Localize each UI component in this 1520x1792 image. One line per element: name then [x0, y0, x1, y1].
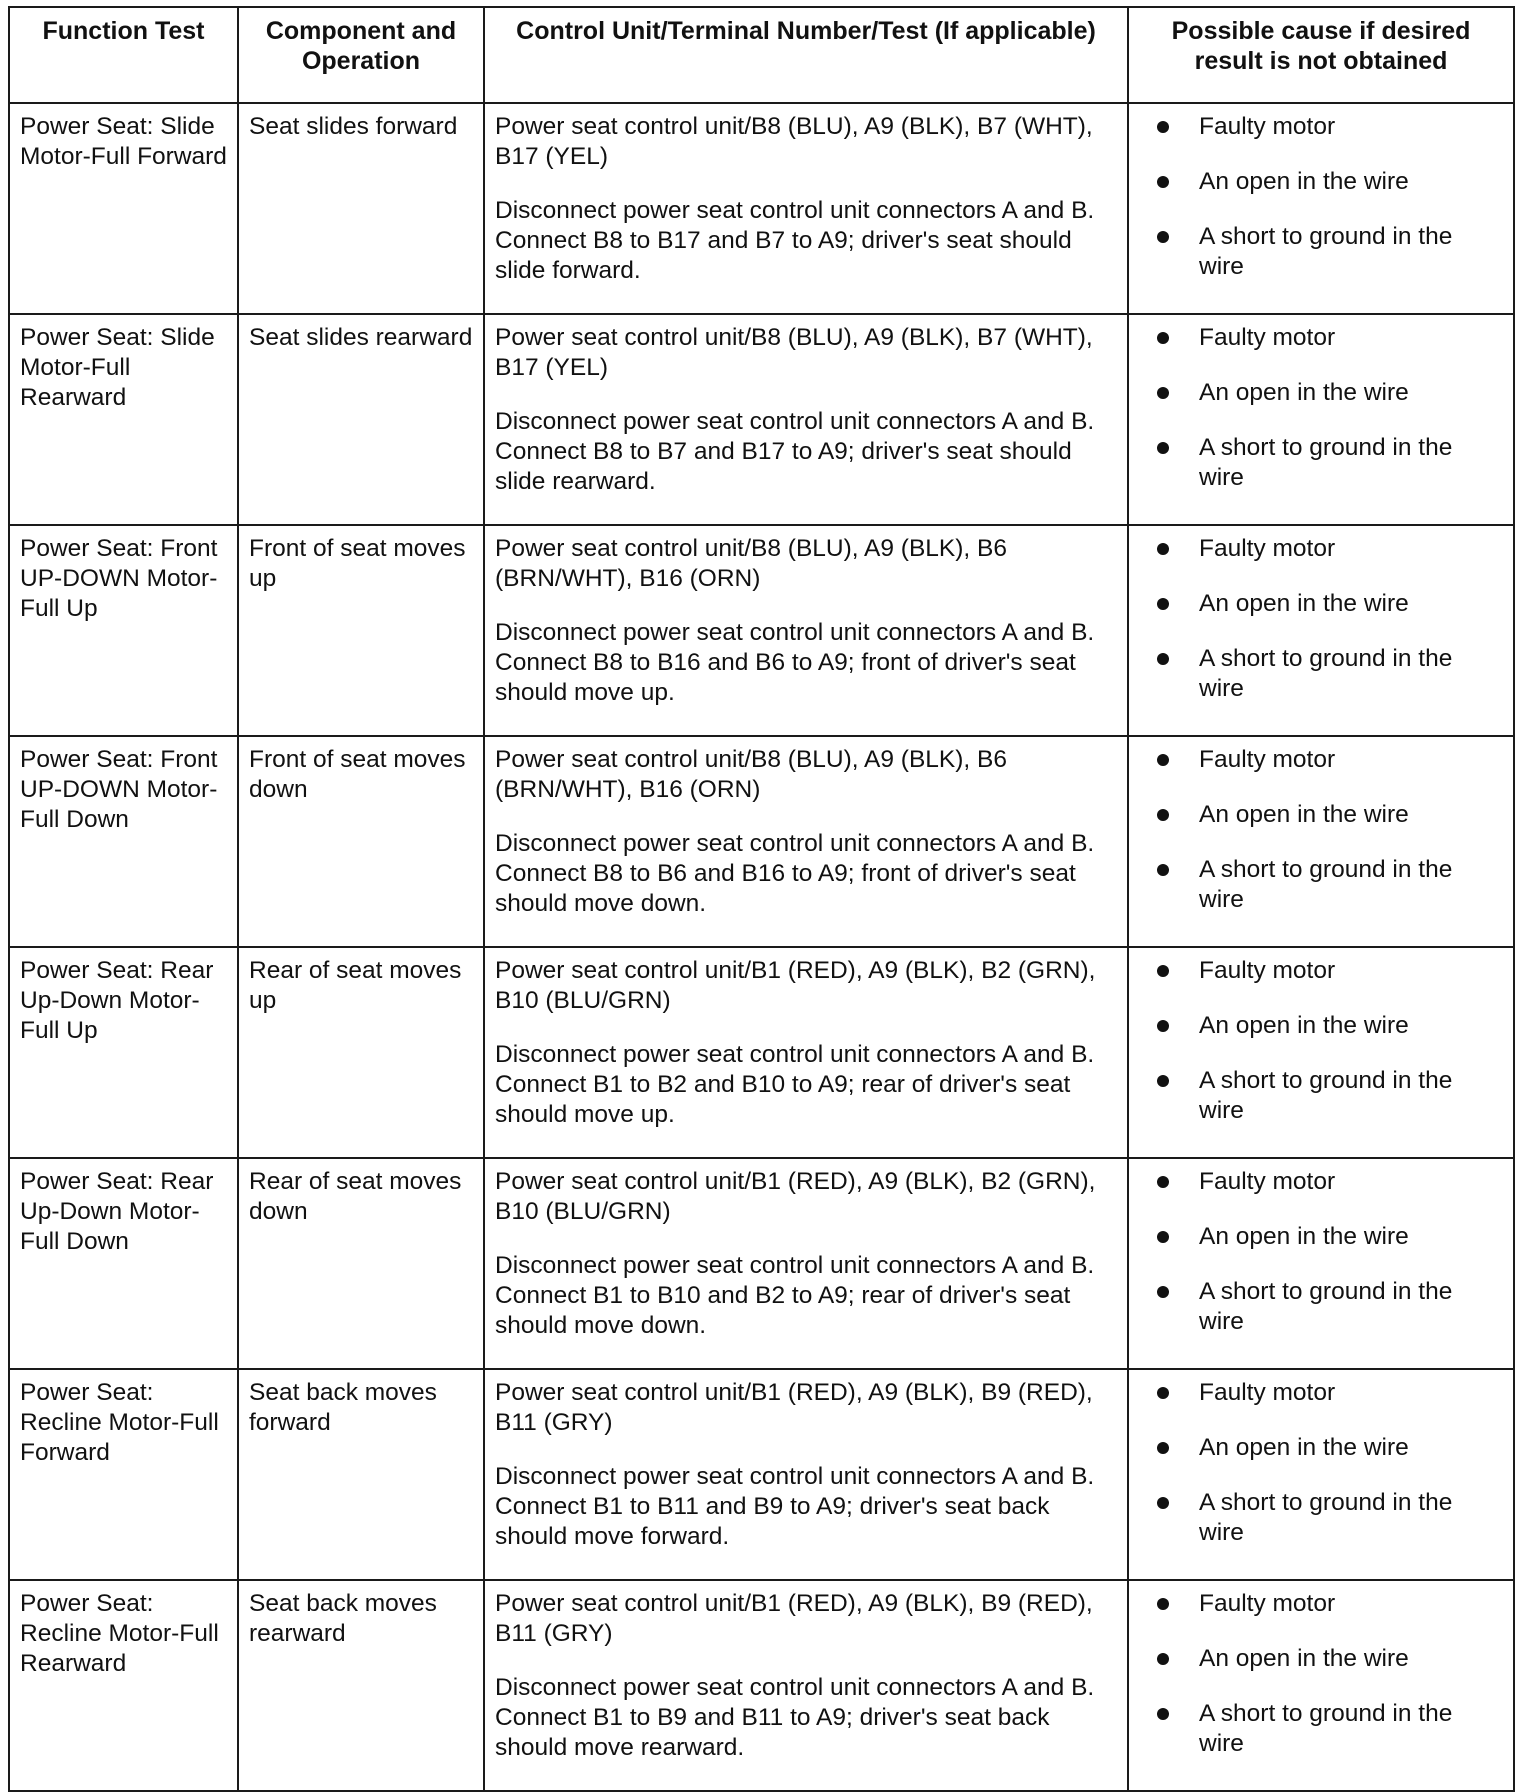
- cause-text: An open in the wire: [1199, 1223, 1409, 1250]
- cause-text: An open in the wire: [1199, 168, 1409, 195]
- bullet-icon: [1157, 1598, 1169, 1610]
- control-unit-cell: [484, 1369, 1128, 1580]
- cause-text: A short to ground in the wire: [1199, 856, 1453, 913]
- header-component-operation: Component and Operation: [238, 7, 484, 103]
- cause-text: Faulty motor: [1199, 746, 1336, 773]
- test-procedure: Disconnect power seat control unit connectors A and B. Connect B8 to B6 and B16 to A9; front of driver's seat should move down.: [495, 830, 1095, 917]
- function-test-cell: Power Seat: Rear Up-Down Motor-Full Up: [9, 947, 238, 1158]
- possible-cause-cell: [1128, 314, 1514, 525]
- function-test-table: [8, 6, 1515, 1792]
- cause-text: An open in the wire: [1199, 1434, 1409, 1461]
- cause-item: [1139, 745, 1503, 775]
- table-row: [9, 1580, 1514, 1791]
- bullet-icon: [1157, 543, 1169, 555]
- cause-text: Faulty motor: [1199, 324, 1336, 351]
- test-procedure: Disconnect power seat control unit connectors A and B. Connect B1 to B10 and B2 to A9; rear of driver's seat should move down.: [495, 1252, 1095, 1339]
- test-procedure: Disconnect power seat control unit connectors A and B. Connect B1 to B11 and B9 to A9; driver's seat back should move forward.: [495, 1463, 1095, 1550]
- cause-text: A short to ground in the wire: [1199, 1067, 1453, 1124]
- cause-text: An open in the wire: [1199, 801, 1409, 828]
- terminal-numbers: Power seat control unit/B8 (BLU), A9 (BLK), B6 (BRN/WHT), B16 (ORN): [495, 746, 1008, 803]
- cause-item: [1139, 800, 1503, 830]
- component-operation-cell: Front of seat moves down: [238, 736, 484, 947]
- table-body: [9, 103, 1514, 1791]
- header-function-test: Function Test: [9, 7, 238, 103]
- bullet-icon: [1157, 1020, 1169, 1032]
- terminal-numbers: Power seat control unit/B1 (RED), A9 (BLK), B9 (RED), B11 (GRY): [495, 1590, 1093, 1647]
- control-unit-cell: [484, 736, 1128, 947]
- test-procedure: Disconnect power seat control unit connectors A and B. Connect B1 to B2 and B10 to A9; rear of driver's seat should move up.: [495, 1041, 1095, 1128]
- component-operation-cell: Seat back moves rearward: [238, 1580, 484, 1791]
- header-possible-cause: Possible cause if desired result is not obtained: [1128, 7, 1514, 103]
- bullet-icon: [1157, 387, 1169, 399]
- cause-text: A short to ground in the wire: [1199, 434, 1453, 491]
- bullet-icon: [1157, 754, 1169, 766]
- possible-cause-cell: [1128, 736, 1514, 947]
- cause-item: [1139, 1589, 1503, 1619]
- cause-item: [1139, 1277, 1503, 1337]
- cause-item: [1139, 534, 1503, 564]
- control-unit-cell: [484, 1158, 1128, 1369]
- test-procedure: Disconnect power seat control unit connectors A and B. Connect B8 to B16 and B6 to A9; front of driver's seat should move up.: [495, 619, 1095, 706]
- cause-item: [1139, 378, 1503, 408]
- cause-item: [1139, 167, 1503, 197]
- cause-text: An open in the wire: [1199, 590, 1409, 617]
- cause-list: [1139, 112, 1503, 282]
- test-procedure: Disconnect power seat control unit connectors A and B. Connect B8 to B17 and B7 to A9; driver's seat should slide forward.: [495, 197, 1095, 284]
- control-unit-cell: [484, 947, 1128, 1158]
- cause-list: [1139, 1167, 1503, 1337]
- possible-cause-cell: [1128, 525, 1514, 736]
- bullet-icon: [1157, 653, 1169, 665]
- cause-item: [1139, 112, 1503, 142]
- cause-item: [1139, 1167, 1503, 1197]
- possible-cause-cell: [1128, 1580, 1514, 1791]
- cause-item: [1139, 433, 1503, 493]
- bullet-icon: [1157, 1286, 1169, 1298]
- cause-item: [1139, 1011, 1503, 1041]
- cause-text: A short to ground in the wire: [1199, 645, 1453, 702]
- bullet-icon: [1157, 1231, 1169, 1243]
- cause-item: [1139, 1644, 1503, 1674]
- terminal-numbers: Power seat control unit/B1 (RED), A9 (BLK), B2 (GRN), B10 (BLU/GRN): [495, 957, 1096, 1014]
- cause-text: A short to ground in the wire: [1199, 1700, 1453, 1757]
- bullet-icon: [1157, 121, 1169, 133]
- component-operation-cell: Seat slides rearward: [238, 314, 484, 525]
- bullet-icon: [1157, 809, 1169, 821]
- bullet-icon: [1157, 1708, 1169, 1720]
- table-row: [9, 1369, 1514, 1580]
- component-operation-cell: Seat back moves forward: [238, 1369, 484, 1580]
- bullet-icon: [1157, 1497, 1169, 1509]
- bullet-icon: [1157, 1176, 1169, 1188]
- component-operation-cell: Front of seat moves up: [238, 525, 484, 736]
- cause-list: [1139, 1378, 1503, 1548]
- component-operation-cell: Rear of seat moves down: [238, 1158, 484, 1369]
- bullet-icon: [1157, 332, 1169, 344]
- cause-text: Faulty motor: [1199, 1379, 1336, 1406]
- cause-item: [1139, 855, 1503, 915]
- cause-item: [1139, 323, 1503, 353]
- control-unit-cell: [484, 103, 1128, 314]
- cause-item: [1139, 956, 1503, 986]
- terminal-numbers: Power seat control unit/B8 (BLU), A9 (BLK), B7 (WHT), B17 (YEL): [495, 113, 1093, 170]
- table-row: [9, 736, 1514, 947]
- cause-text: A short to ground in the wire: [1199, 1489, 1453, 1546]
- bullet-icon: [1157, 1653, 1169, 1665]
- cause-text: A short to ground in the wire: [1199, 1278, 1453, 1335]
- cause-item: [1139, 1378, 1503, 1408]
- bullet-icon: [1157, 231, 1169, 243]
- table-row: [9, 314, 1514, 525]
- table-row: [9, 1158, 1514, 1369]
- header-control-unit: Control Unit/Terminal Number/Test (If applicable): [484, 7, 1128, 103]
- cause-item: [1139, 1488, 1503, 1548]
- cause-text: Faulty motor: [1199, 957, 1336, 984]
- test-procedure: Disconnect power seat control unit connectors A and B. Connect B8 to B7 and B17 to A9; driver's seat should slide rearward.: [495, 408, 1095, 495]
- terminal-numbers: Power seat control unit/B1 (RED), A9 (BLK), B2 (GRN), B10 (BLU/GRN): [495, 1168, 1096, 1225]
- table-row: [9, 103, 1514, 314]
- bullet-icon: [1157, 864, 1169, 876]
- cause-item: [1139, 1433, 1503, 1463]
- cause-text: An open in the wire: [1199, 379, 1409, 406]
- cause-text: Faulty motor: [1199, 535, 1336, 562]
- cause-text: A short to ground in the wire: [1199, 223, 1453, 280]
- possible-cause-cell: [1128, 103, 1514, 314]
- terminal-numbers: Power seat control unit/B8 (BLU), A9 (BLK), B7 (WHT), B17 (YEL): [495, 324, 1093, 381]
- cause-item: [1139, 1066, 1503, 1126]
- cause-list: [1139, 1589, 1503, 1759]
- cause-list: [1139, 323, 1503, 493]
- function-test-cell: Power Seat: Recline Motor-Full Rearward: [9, 1580, 238, 1791]
- cause-list: [1139, 745, 1503, 915]
- table-row: [9, 525, 1514, 736]
- cause-item: [1139, 1699, 1503, 1759]
- control-unit-cell: [484, 1580, 1128, 1791]
- cause-list: [1139, 534, 1503, 704]
- cause-item: [1139, 222, 1503, 282]
- function-test-cell: Power Seat: Rear Up-Down Motor-Full Down: [9, 1158, 238, 1369]
- cause-text: Faulty motor: [1199, 1590, 1336, 1617]
- possible-cause-cell: [1128, 1369, 1514, 1580]
- function-test-cell: Power Seat: Front UP-DOWN Motor-Full Up: [9, 525, 238, 736]
- possible-cause-cell: [1128, 947, 1514, 1158]
- header-row: [9, 7, 1514, 103]
- cause-item: [1139, 644, 1503, 704]
- bullet-icon: [1157, 598, 1169, 610]
- table-header: [9, 7, 1514, 103]
- possible-cause-cell: [1128, 1158, 1514, 1369]
- cause-item: [1139, 589, 1503, 619]
- control-unit-cell: [484, 525, 1128, 736]
- cause-list: [1139, 956, 1503, 1126]
- cause-item: [1139, 1222, 1503, 1252]
- function-test-cell: Power Seat: Slide Motor-Full Rearward: [9, 314, 238, 525]
- bullet-icon: [1157, 176, 1169, 188]
- cause-text: Faulty motor: [1199, 1168, 1336, 1195]
- bullet-icon: [1157, 1442, 1169, 1454]
- cause-text: An open in the wire: [1199, 1645, 1409, 1672]
- function-test-cell: Power Seat: Front UP-DOWN Motor-Full Down: [9, 736, 238, 947]
- test-procedure: Disconnect power seat control unit connectors A and B. Connect B1 to B9 and B11 to A9; driver's seat back should move rearward.: [495, 1674, 1095, 1761]
- terminal-numbers: Power seat control unit/B1 (RED), A9 (BLK), B9 (RED), B11 (GRY): [495, 1379, 1093, 1436]
- table-row: [9, 947, 1514, 1158]
- bullet-icon: [1157, 442, 1169, 454]
- bullet-icon: [1157, 1387, 1169, 1399]
- component-operation-cell: Seat slides forward: [238, 103, 484, 314]
- component-operation-cell: Rear of seat moves up: [238, 947, 484, 1158]
- bullet-icon: [1157, 965, 1169, 977]
- function-test-cell: Power Seat: Slide Motor-Full Forward: [9, 103, 238, 314]
- cause-text: An open in the wire: [1199, 1012, 1409, 1039]
- terminal-numbers: Power seat control unit/B8 (BLU), A9 (BLK), B6 (BRN/WHT), B16 (ORN): [495, 535, 1008, 592]
- control-unit-cell: [484, 314, 1128, 525]
- cause-text: Faulty motor: [1199, 113, 1336, 140]
- bullet-icon: [1157, 1075, 1169, 1087]
- function-test-cell: Power Seat: Recline Motor-Full Forward: [9, 1369, 238, 1580]
